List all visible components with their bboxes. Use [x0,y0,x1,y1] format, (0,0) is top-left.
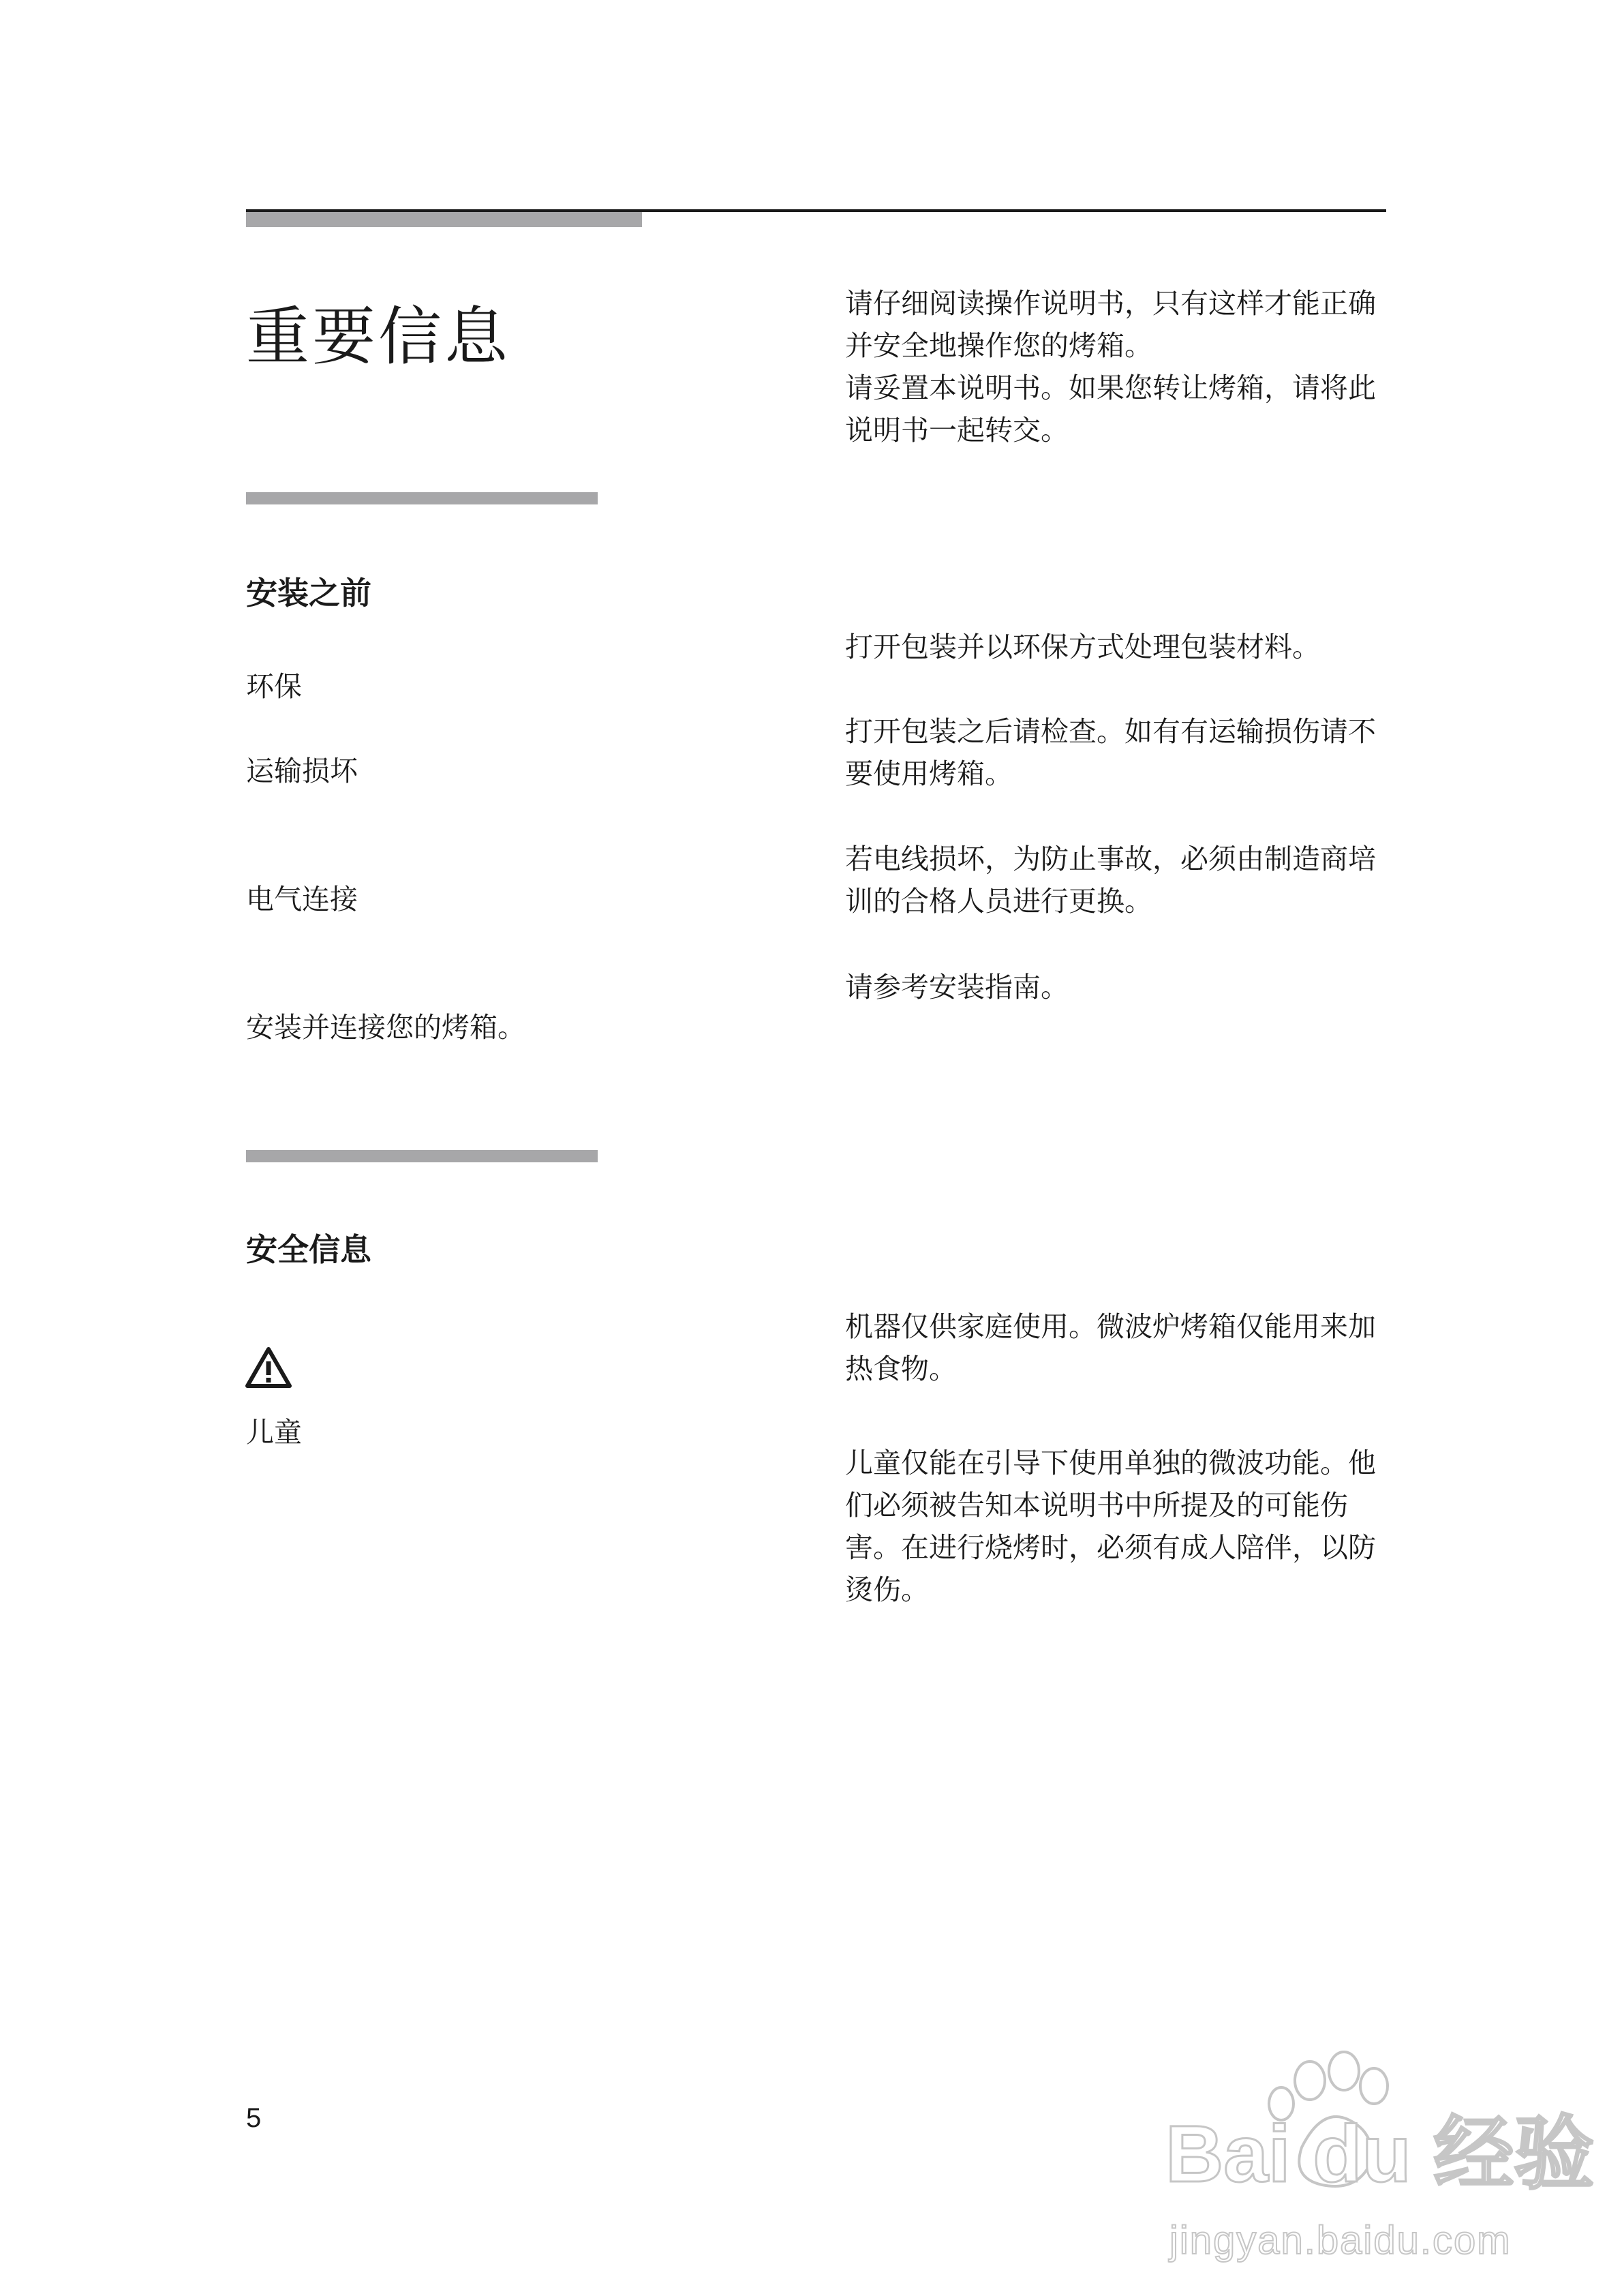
page-title: 重要信息 [246,300,510,374]
section-divider-install [246,492,598,504]
text-transport-damage: 打开包装之后请检查。如有有运输损伤请不要使用烤箱。 [845,715,1376,790]
text-safety-general: 机器仅供家庭使用。微波炉烤箱仅能用来加热食物。 [845,1310,1376,1385]
intro-paragraph-2: 请妥置本说明书。如果您转让烤箱，请将此说明书一起转交。 [845,372,1376,447]
page-number: 5 [246,2103,262,2133]
header-accent-bar [246,212,642,227]
intro-block [845,282,1390,451]
label-children: 儿童 [246,1416,302,1449]
label-transport-damage: 运输损坏 [246,755,358,787]
baidu-jingyan-watermark [1152,2045,1595,2277]
label-install-oven: 安装并连接您的烤箱。 [246,1011,525,1044]
label-environment: 环保 [246,670,302,703]
intro-paragraph-1: 请仔细阅读操作说明书，只有这样才能正确并安全地操作您的烤箱。 [845,287,1376,362]
section-heading-safety: 安全信息 [246,1231,371,1268]
text-install-oven: 请参考安装指南。 [845,971,1069,1003]
watermark-logo: Bai du 经验 [1165,2109,1595,2199]
text-environment: 打开包装并以环保方式处理包装材料。 [845,631,1320,663]
section-divider-safety [246,1150,598,1162]
watermark-url: jingyan.baidu.com [1169,2218,1512,2263]
label-electrical-connection: 电气连接 [246,883,358,916]
text-electrical-connection: 若电线损坏，为防止事故，必须由制造商培训的合格人员进行更换。 [845,843,1376,918]
text-children: 儿童仅能在引导下使用单独的微波功能。他们必须被告知本说明书中所提及的可能伤害。在进行烧烤时，必须有成人陪伴，以防烫伤。 [845,1447,1376,1606]
warning-triangle-icon [245,1346,292,1389]
section-heading-install: 安装之前 [246,575,371,611]
